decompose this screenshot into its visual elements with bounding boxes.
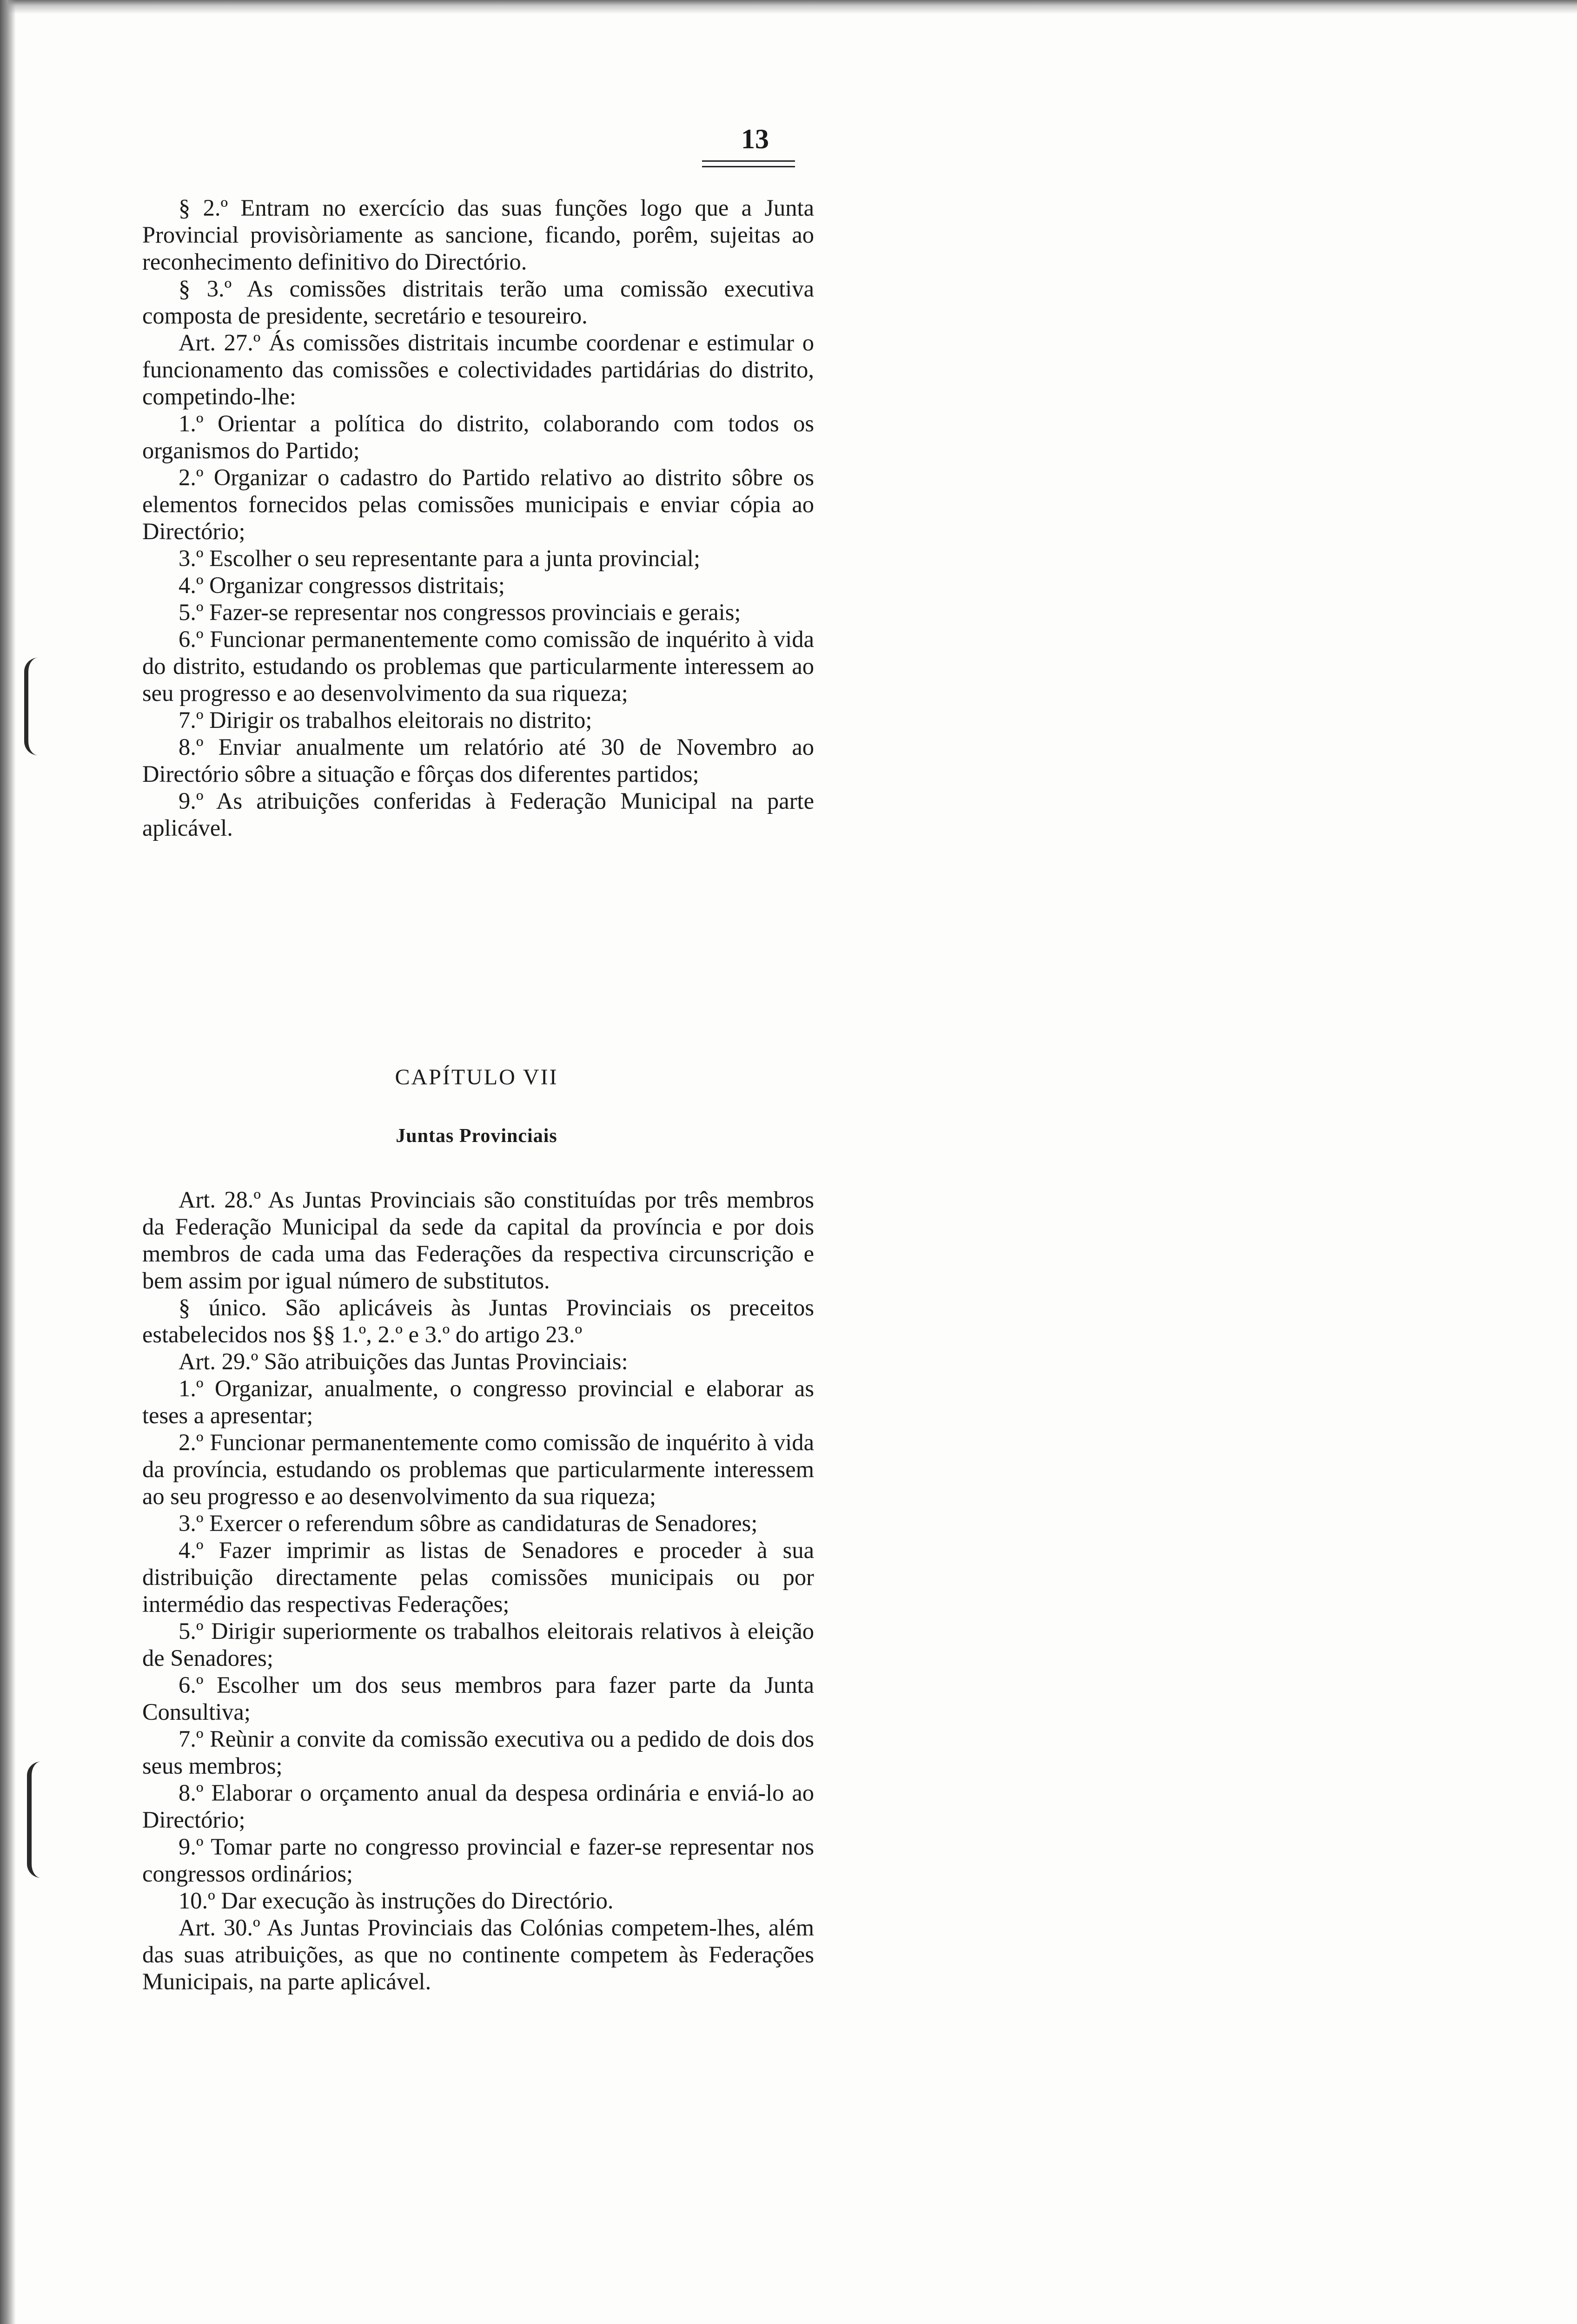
- page-number: 13: [741, 124, 769, 154]
- scan-left-edge: [0, 0, 16, 2324]
- paragraph-item3: 3.º Escolher o seu representante para a junta provincial;: [179, 545, 700, 571]
- paragraph-j-item7: 7.º Reùnir a convite da comissão executiva ou a pedido de dois dos seus membros;: [142, 1726, 814, 1779]
- paragraph-item9: 9.º As atribuições conferidas à Federação Municipal na parte aplicável.: [142, 788, 814, 841]
- section-juntas-text: [142, 1186, 814, 1995]
- paragraph-j-item1: 1.º Organizar, anualmente, o congresso provincial e elaborar as teses a apresentar;: [142, 1375, 814, 1428]
- page-number-rule: [702, 160, 795, 167]
- paragraph-par-unico: § único. São aplicáveis às Juntas Provinciais os preceitos estabelecidos nos §§ 1.º, 2.º e 3.º do artigo 23.º: [142, 1294, 814, 1347]
- paragraph-j-item2: 2.º Funcionar permanentemente como comissão de inquérito à vida da província, estudando os problemas que particularmente interessem ao seu progresso e ao desenvolvimento da sua riqueza;: [142, 1429, 814, 1509]
- paragraph-art28: Art. 28.º As Juntas Provinciais são constituídas por três membros da Federação Municipal da sede da capital da província e por dois membros de cada uma das Federações da respectiva circunscrição e bem assim por igual número de substitutos.: [142, 1187, 814, 1294]
- paragraph-art30: Art. 30.º As Juntas Provinciais das Colónias competem-lhes, além das suas atribuições, as que no continente competem às Federações Municipais, na parte aplicável.: [142, 1915, 814, 1994]
- paragraph-art29: Art. 29.º São atribuições das Juntas Provinciais:: [179, 1348, 628, 1374]
- paragraph-item6: 6.º Funcionar permanentemente como comissão de inquérito à vida do distrito, estudando os problemas que particularmente interessem ao seu progresso e ao desenvolvimento da sua riqueza;: [142, 626, 814, 706]
- paragraph-j-item8: 8.º Elaborar o orçamento anual da despesa ordinária e enviá-lo ao Directório;: [142, 1780, 814, 1833]
- paragraph-item4: 4.º Organizar congressos distritais;: [179, 572, 505, 598]
- paragraph-art27: Art. 27.º Ás comissões distritais incumbe coordenar e estimular o funcionamento das comissões e colectividades partidárias do distrito, competindo-lhe:: [142, 330, 814, 409]
- section-distritais-text: [142, 194, 814, 841]
- paragraph-j-item5: 5.º Dirigir superiormente os trabalhos eleitorais relativos à eleição de Senadores;: [142, 1618, 814, 1671]
- paragraph-j-item9: 9.º Tomar parte no congresso provincial e fazer-se representar nos congressos ordinários;: [142, 1834, 814, 1887]
- chapter-heading: CAPÍTULO VII: [395, 1065, 558, 1089]
- paragraph-item5: 5.º Fazer-se representar nos congressos provinciais e gerais;: [179, 599, 741, 625]
- paragraph-item7: 7.º Dirigir os trabalhos eleitorais no distrito;: [179, 707, 592, 733]
- paragraph-j-item10: 10.º Dar execução às instruções do Directório.: [179, 1888, 614, 1914]
- paragraph-par3: § 3.º As comissões distritais terão uma comissão executiva composta de presidente, secretário e tesoureiro.: [142, 276, 814, 329]
- paragraph-par2: § 2.º Entram no exercício das suas funções logo que a Junta Provincial provisòriamente as sancione, ficando, porêm, sujeitas ao reconhecimento definitivo do Directório.: [142, 195, 814, 275]
- paragraph-j-item4: 4.º Fazer imprimir as listas de Senadores e proceder à sua distribuição directamente pelas comissões municipais ou por intermédio das respectivas Federações;: [142, 1537, 814, 1617]
- paragraph-item8: 8.º Enviar anualmente um relatório até 30 de Novembro ao Directório sôbre a situação e fôrças dos diferentes partidos;: [142, 734, 814, 787]
- section-heading: Juntas Provinciais: [396, 1125, 557, 1147]
- paragraph-item2: 2.º Organizar o cadastro do Partido relativo ao distrito sôbre os elementos fornecidos pelas comissões municipais e enviar cópia ao Directório;: [142, 464, 814, 544]
- scan-top-edge: [0, 0, 1577, 14]
- binding-mark-lower: [27, 1762, 44, 1878]
- paragraph-j-item6: 6.º Escolher um dos seus membros para fazer parte da Junta Consultiva;: [142, 1672, 814, 1725]
- binding-mark-upper: [24, 658, 40, 755]
- paragraph-j-item3: 3.º Exercer o referendum sôbre as candidaturas de Senadores;: [179, 1510, 758, 1536]
- paragraph-item1: 1.º Orientar a política do distrito, colaborando com todos os organismos do Partido;: [142, 410, 814, 463]
